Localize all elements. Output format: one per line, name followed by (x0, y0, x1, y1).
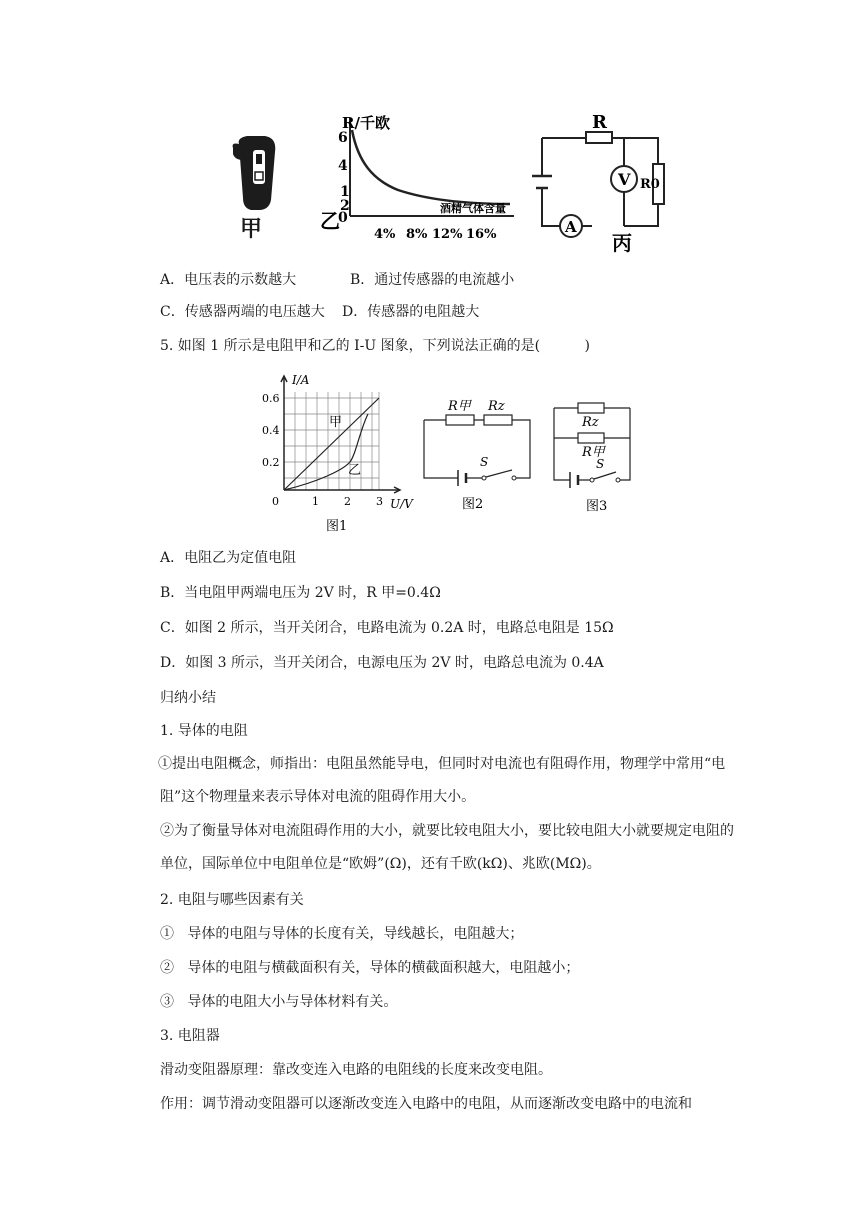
fig3-switch-label: S (596, 457, 605, 471)
fig1-x-label: U/V (390, 497, 413, 511)
breathalyzer-circuit (526, 108, 676, 254)
fig1-curve-yi: 乙 (348, 463, 362, 478)
option-b: B．通过传感器的电流越小 (350, 272, 515, 288)
graph-y-tick: 4 (338, 158, 348, 174)
summary-heading: 归纳小结 (160, 690, 216, 706)
alcohol-resistance-graph (318, 112, 518, 247)
circuit-r-label: R (592, 112, 607, 133)
graph-x-tick: 12% (432, 227, 463, 242)
fig2-r1-label: R甲 (448, 399, 471, 414)
circuit-bing-label: 丙 (612, 231, 632, 254)
graph-y-label: R/千欧 (342, 114, 390, 132)
option-c: C．传感器两端的电压越大 (160, 304, 325, 320)
fig2-caption: 图2 (462, 497, 484, 512)
figure-jia-label: 甲 (240, 216, 263, 242)
option-d: D．传感器的电阻越大 (342, 304, 480, 320)
graph-x-tick: 8% (406, 227, 428, 242)
graph-origin-tick: 0 (338, 210, 348, 226)
section-1-paragraph-1 (160, 748, 740, 814)
fig1-x-tick: 3 (376, 495, 383, 508)
circuit-a-label: A (565, 218, 577, 236)
q5-option-d: D．如图 3 所示，当开关闭合，电源电压为 2V 时，电路总电流为 0.4A (160, 655, 604, 671)
section-3-function: 作用：调节滑动变阻器可以逐渐改变连入电路中的电阻，从而逐渐改变电路中的电流和 (160, 1096, 692, 1112)
q5-option-a: A．电阻乙为定值电阻 (160, 550, 297, 566)
section-2-item-3: ③ 导体的电阻大小与导体材料有关。 (160, 994, 398, 1010)
fig1-x-tick: 1 (312, 495, 319, 508)
fig1-y-tick: 0.4 (262, 424, 280, 437)
section-1-paragraph-1-text: ①提出电阻概念，师指出：电阻虽然能导电，但同时对电流也有阻碍作用，物理学中常用“电阻”这个物理量来表示导体对电流的阻碍作用大小。 (158, 756, 726, 805)
section-3-principle: 滑动变阻器原理：靠改变连入电路的电阻线的长度来改变电阻。 (160, 1062, 552, 1078)
question-5-stem: 5. 如图 1 所示是电阻甲和乙的 I-U 图象，下列说法正确的是( ) (160, 338, 590, 354)
graph-x-label: 酒精气体含量 (440, 202, 506, 215)
section-2-title: 2. 电阻与哪些因素有关 (160, 892, 304, 908)
fig1-x-tick: 0 (272, 495, 279, 508)
section-2-item-1: ① 导体的电阻与导体的长度有关，导线越长，电阻越大； (160, 926, 524, 942)
figure-1-iu-graph (258, 370, 418, 536)
graph-y-tick: 1 (340, 184, 350, 200)
graph-y-tick: 2 (340, 198, 350, 214)
figure-2-series-circuit (420, 394, 540, 520)
section-2-item-2: ② 导体的电阻与横截面积有关，导体的横截面积越大，电阻越小； (160, 960, 580, 976)
circuit-r0-label: R0 (640, 177, 660, 192)
section-1-paragraph-2-text: ②为了衡量导体对电流阻碍作用的大小，就要比较电阻大小，要比较电阻大小就要规定电阻的单位，国际单位中电阻单位是“欧姆”(Ω)，还有千欧(kΩ)、兆欧(MΩ)。 (160, 823, 734, 872)
fig1-curve-jia: 甲 (329, 415, 343, 430)
fig1-y-label: I/A (292, 373, 310, 387)
fig3-caption: 图3 (586, 499, 608, 514)
fig1-caption: 图1 (326, 519, 348, 534)
fig1-y-tick: 0.6 (262, 392, 280, 405)
fig1-x-tick: 2 (344, 495, 351, 508)
fig3-r1-label: Rz (582, 415, 599, 430)
option-a: A．电压表的示数越大 (160, 272, 297, 288)
fig2-switch-label: S (480, 455, 489, 469)
circuit-v-label: V (618, 170, 631, 189)
graph-x-tick: 16% (466, 227, 497, 242)
graph-y-tick: 6 (338, 130, 348, 146)
q5-option-c: C．如图 2 所示，当开关闭合，电路电流为 0.2A 时，电路总电阻是 15Ω (160, 620, 614, 636)
section-1-paragraph-2 (160, 815, 740, 881)
section-1-title: 1. 导体的电阻 (160, 723, 248, 739)
graph-x-tick: 4% (374, 227, 396, 242)
fig1-y-tick: 0.2 (262, 456, 280, 469)
fig3-r2-label: R甲 (582, 445, 605, 460)
section-3-title: 3. 电阻器 (160, 1028, 220, 1044)
fig2-r2-label: Rz (488, 399, 505, 414)
graph-corner-label: 乙 (320, 209, 340, 233)
q5-option-b: B．当电阻甲两端电压为 2V 时，R 甲=0.4Ω (160, 585, 441, 601)
figure-3-parallel-circuit (548, 396, 638, 522)
